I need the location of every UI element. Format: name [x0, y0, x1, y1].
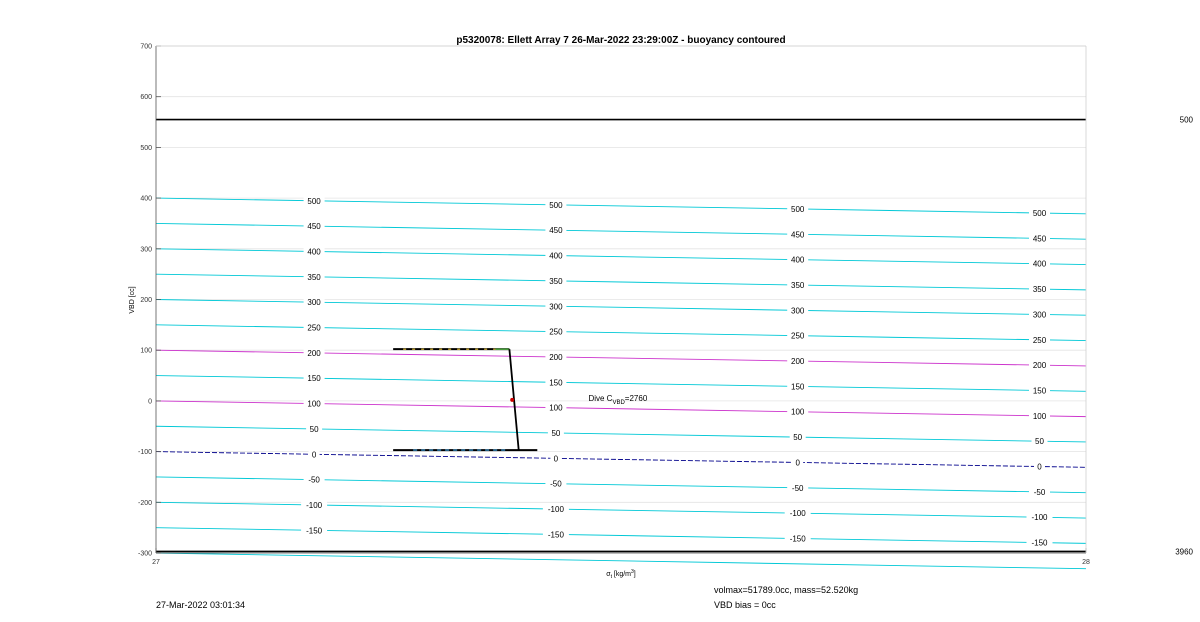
y-tick-label: -300	[137, 550, 152, 558]
contour-label: 150	[549, 378, 563, 388]
contour-label: 300	[791, 306, 805, 316]
contour-label: 150	[1032, 386, 1047, 396]
contour-label: 50	[793, 433, 803, 443]
y-tick-label: 500	[140, 144, 152, 152]
contour-label: 400	[549, 251, 563, 261]
x-tick-label: 28	[1082, 559, 1090, 566]
contour-label: 450	[549, 226, 563, 236]
contour-label: 350	[549, 276, 563, 286]
contour-label: 350	[791, 280, 805, 290]
contour-label: -50	[1033, 487, 1046, 497]
y-tick-label: 600	[140, 94, 152, 102]
contour-label: -50	[791, 483, 804, 493]
chart-title: p5320078: Ellett Array 7 26-Mar-2022 23:29:00Z - buoyancy contoured	[456, 35, 786, 46]
contour-label: -50	[308, 475, 320, 485]
contour-label: 500	[791, 204, 805, 214]
contour-label: -100	[306, 500, 323, 510]
contour-label: -50	[550, 479, 562, 489]
print-timestamp: 27-Mar-2022 03:01:34	[156, 600, 246, 610]
contour-label: -100	[1031, 513, 1048, 523]
dive-cvbd-value: =2760	[624, 393, 648, 403]
contour-label: 250	[549, 327, 563, 337]
y-tick-label: 0	[148, 398, 152, 406]
contour-label: 400	[307, 247, 321, 257]
contour-label: 450	[791, 230, 805, 240]
contour-label: 150	[791, 382, 805, 392]
contour-label: 50	[551, 429, 561, 439]
contour-label: 0	[795, 458, 800, 468]
x-axis-label-subscript: t	[610, 574, 612, 580]
contour-label: 200	[791, 357, 805, 367]
y-tick-label: 700	[140, 43, 152, 51]
y-tick-label: -200	[137, 499, 152, 507]
x-tick-label: 27	[152, 559, 160, 566]
contour-label: 0	[311, 450, 317, 460]
contour-label: 300	[549, 302, 563, 312]
contour-label: 0	[1037, 462, 1042, 472]
y-tick-label: -100	[137, 449, 152, 457]
contour-label: 100	[307, 399, 321, 409]
contour-label: -150	[1031, 538, 1048, 548]
contour-label: 250	[791, 331, 805, 341]
contour-label: 50	[1035, 437, 1044, 447]
x-axis-label-units: [kg/m	[611, 571, 632, 578]
contour-label: 0	[553, 454, 559, 464]
contour-label: 250	[1032, 335, 1047, 345]
contour-label: -100	[789, 509, 806, 519]
contour-label: -150	[547, 530, 564, 540]
contour-label: 100	[1032, 411, 1047, 421]
contour-label: 300	[1032, 310, 1047, 320]
contour-label: 400	[1032, 259, 1047, 269]
y-axis-label: VBD [cc]	[129, 286, 136, 314]
vbd-bias-text: VBD bias = 0cc	[714, 600, 776, 610]
x-axis-label-close: ]	[633, 571, 636, 578]
volmax-mass-text: volmax=51789.0cc, mass=52.520kg	[714, 585, 859, 595]
y-tick-label: 100	[140, 347, 152, 355]
dive-cvbd-prefix: Dive C	[588, 393, 613, 403]
contour-label: -100	[547, 505, 564, 515]
dive-cvbd-subscript: VBD	[612, 399, 625, 406]
contour-label: 450	[1032, 234, 1047, 244]
reference-line-label: 3960	[1175, 547, 1193, 557]
contour-label: 350	[1032, 285, 1047, 295]
x-axis-label-main: σ	[606, 571, 611, 578]
contour-label: -150	[789, 534, 806, 544]
contour-label: 50	[309, 424, 319, 434]
contour-label: 400	[791, 255, 805, 265]
contour-label: 500	[307, 196, 321, 206]
contour-label: 100	[549, 403, 563, 413]
contour-label: 500	[1032, 209, 1047, 219]
dive-marker	[510, 398, 514, 402]
contour-label: 200	[1032, 361, 1047, 371]
contour-label: 200	[549, 352, 563, 362]
y-tick-label: 400	[140, 195, 152, 203]
contour-label: 300	[307, 298, 321, 308]
y-tick-label: 200	[140, 297, 152, 304]
contour-label: 350	[307, 272, 321, 282]
y-tick-label: 300	[140, 246, 152, 254]
contour-label: 500	[549, 200, 563, 210]
x-axis-label-superscript: 3	[631, 569, 634, 575]
contour-label: 450	[307, 222, 321, 232]
contour-label: 150	[307, 374, 321, 384]
contour-label: 200	[307, 348, 321, 358]
reference-line-label: 500	[1179, 115, 1193, 125]
contour-label: 100	[791, 407, 805, 417]
contour-label: -150	[306, 526, 323, 536]
contour-label: 250	[307, 323, 321, 333]
